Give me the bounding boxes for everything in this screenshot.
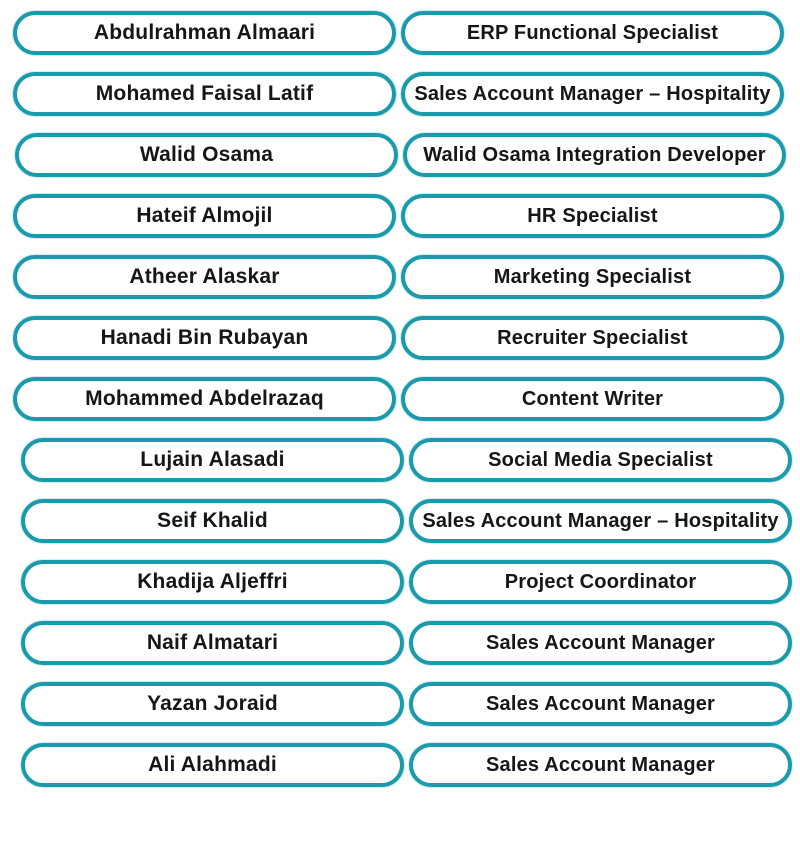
table-row — [13, 255, 784, 299]
job-title-pill[interactable] — [401, 377, 784, 421]
job-title-label: HR Specialist — [527, 204, 658, 227]
employee-name-pill[interactable] — [21, 743, 404, 787]
table-row — [21, 499, 792, 543]
employee-name-label: Abdulrahman Almaari — [93, 21, 316, 44]
table-row — [21, 560, 792, 604]
table-row — [13, 316, 784, 360]
job-title-pill[interactable] — [409, 743, 792, 787]
employee-name-label: Lujain Alasadi — [140, 448, 285, 471]
table-row — [21, 682, 792, 726]
job-title-pill[interactable] — [401, 194, 784, 238]
table-row — [15, 133, 786, 177]
employee-name-label: Mohamed Faisal Latif — [95, 82, 314, 105]
job-title-label: ERP Functional Specialist — [466, 21, 719, 44]
table-row — [13, 11, 784, 55]
job-title-label: Sales Account Manager — [485, 631, 716, 654]
job-title-pill[interactable] — [409, 560, 792, 604]
employee-name-pill[interactable] — [13, 255, 396, 299]
job-title-label: Sales Account Manager — [485, 692, 716, 715]
employee-name-pill[interactable] — [13, 72, 396, 116]
job-title-pill[interactable] — [403, 133, 786, 177]
employee-name-pill[interactable] — [13, 377, 396, 421]
job-title-pill[interactable] — [401, 316, 784, 360]
table-row — [13, 72, 784, 116]
employee-name-pill[interactable] — [15, 133, 398, 177]
employee-name-label: Ali Alahmadi — [148, 753, 277, 776]
employee-name-pill[interactable] — [13, 194, 396, 238]
table-row — [21, 743, 792, 787]
employee-name-label: Hanadi Bin Rubayan — [100, 326, 309, 349]
job-title-label: Marketing Specialist — [493, 265, 692, 288]
job-title-label: Content Writer — [521, 387, 664, 410]
job-title-pill[interactable] — [401, 72, 784, 116]
employee-name-label: Hateif Almojil — [136, 204, 273, 227]
job-title-pill[interactable] — [409, 438, 792, 482]
job-title-pill[interactable] — [409, 682, 792, 726]
employee-name-pill[interactable] — [21, 499, 404, 543]
employee-name-label: Naif Almatari — [146, 631, 279, 654]
job-title-label: Sales Account Manager – Hospitality — [414, 82, 771, 105]
employee-name-pill[interactable] — [13, 11, 396, 55]
job-title-label: Social Media Specialist — [488, 448, 713, 471]
table-row — [21, 621, 792, 665]
employee-name-label: Mohammed Abdelrazaq — [85, 387, 324, 410]
employee-name-label: Seif Khalid — [157, 509, 268, 532]
job-title-pill[interactable] — [409, 499, 792, 543]
job-title-label: Project Coordinator — [504, 570, 697, 593]
employee-name-pill[interactable] — [13, 316, 396, 360]
job-title-pill[interactable] — [401, 255, 784, 299]
table-row — [21, 438, 792, 482]
employee-name-label: Yazan Joraid — [147, 692, 278, 715]
employee-name-pill[interactable] — [21, 682, 404, 726]
table-row — [13, 377, 784, 421]
job-title-label: Recruiter Specialist — [497, 326, 688, 349]
job-title-label: Walid Osama Integration Developer — [423, 143, 766, 166]
employee-name-pill[interactable] — [21, 560, 404, 604]
job-title-pill[interactable] — [409, 621, 792, 665]
job-title-label: Sales Account Manager – Hospitality — [422, 509, 779, 532]
table-row — [13, 194, 784, 238]
employee-name-label: Khadija Aljeffri — [137, 570, 288, 593]
job-title-pill[interactable] — [401, 11, 784, 55]
employee-name-pill[interactable] — [21, 621, 404, 665]
employee-name-label: Atheer Alaskar — [129, 265, 280, 288]
job-title-label: Sales Account Manager — [485, 753, 716, 776]
employee-name-label: Walid Osama — [139, 143, 274, 166]
employee-name-pill[interactable] — [21, 438, 404, 482]
